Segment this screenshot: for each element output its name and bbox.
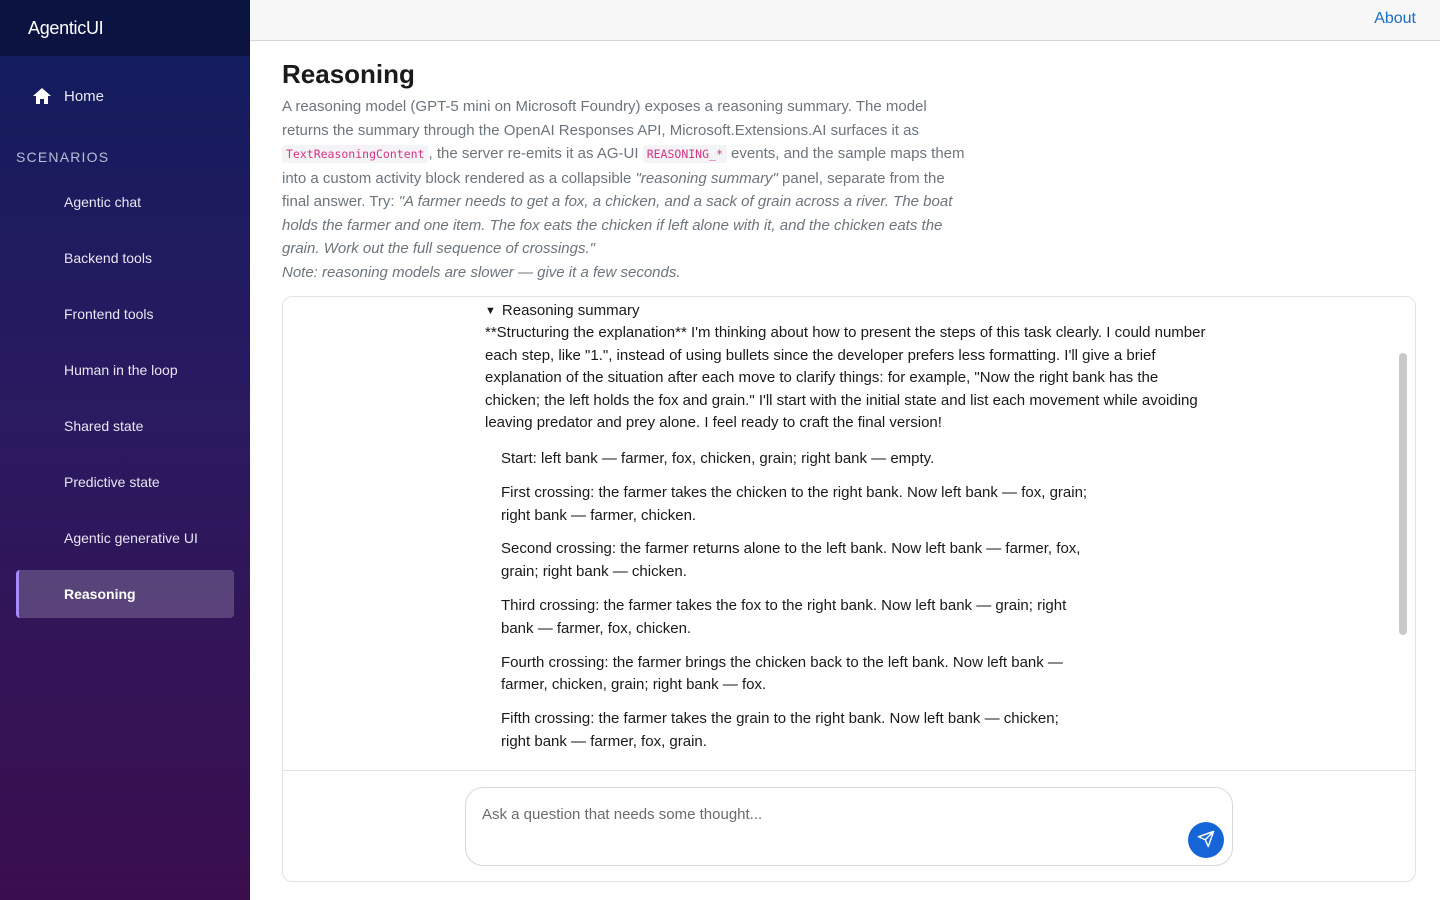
top-bar	[250, 0, 1440, 41]
sidebar-nav-list	[16, 178, 234, 626]
description-text: A reasoning model (GPT-5 mini on Microsoft Foundry) exposes a reasoning summary. The model returns the summary through the OpenAI Responses API, Microsoft.Extensions.AI surfaces it as	[282, 98, 927, 139]
description-text: panel, separate from the final answer. Try:	[282, 169, 945, 210]
sidebar-item-reasoning[interactable]	[16, 570, 234, 618]
assistant-answer	[501, 448, 1091, 765]
sidebar-item-label: Agentic generative UI	[64, 530, 198, 546]
home-icon	[32, 86, 52, 106]
sidebar-item-frontend-tools[interactable]	[16, 290, 234, 338]
answer-step: Third crossing: the farmer takes the fox to the right bank. Now left bank — grain; right bank — farmer, fox, chicken.	[501, 596, 1067, 637]
sidebar-item-label: Agentic chat	[64, 194, 142, 210]
note-text: Note: reasoning models are slower — give it a few seconds.	[282, 263, 681, 281]
sidebar-item-label: Frontend tools	[64, 306, 154, 322]
reasoning-summary-label: Reasoning summary	[501, 302, 640, 319]
section-label: SCENARIOS	[16, 149, 110, 165]
sidebar	[0, 0, 250, 900]
sidebar-item-predictive-state[interactable]	[16, 458, 234, 506]
chat-input-box	[465, 787, 1233, 866]
sidebar-item-human-in-the-loop[interactable]	[16, 346, 234, 394]
triangle-down-icon: ▼	[485, 305, 496, 317]
sidebar-item-label: Backend tools	[64, 250, 152, 266]
page-description	[282, 95, 972, 284]
description-text: events, and the sample maps them into a custom activity block rendered as a collapsible	[282, 145, 965, 187]
sidebar-item-agentic-generative-ui[interactable]	[16, 514, 234, 562]
sidebar-item-shared-state[interactable]	[16, 402, 234, 450]
description-text: , the server re-emits it as AG-UI	[428, 145, 643, 162]
reasoning-summary-toggle[interactable]	[485, 301, 1210, 321]
answer-step: Fifth crossing: the farmer takes the grain to the right bank. Now left bank — chicken; right bank — farmer, fox, grain.	[501, 710, 1059, 750]
sidebar-item-label: Home	[64, 87, 105, 105]
sidebar-item-label: Shared state	[64, 418, 144, 434]
sidebar-item-label: Reasoning	[64, 586, 136, 602]
chat-input[interactable]	[482, 806, 1172, 846]
answer-step: Fourth crossing: the farmer brings the chicken back to the left bank. Now left bank — farmer, chicken, grain; right bank — fox.	[501, 653, 1063, 694]
scrollbar-thumb[interactable]	[1399, 353, 1407, 635]
answer-step: Second crossing: the farmer returns alone to the left bank. Now left bank — farmer, fox, grain; right bank — chicken.	[501, 540, 1081, 581]
sidebar-item-label: Predictive state	[64, 474, 160, 490]
brand-title[interactable]: AgenticUI	[0, 0, 250, 56]
send-button[interactable]	[1188, 822, 1224, 858]
send-icon	[1197, 830, 1215, 851]
code-text-reasoning-content: TextReasoningContent	[282, 145, 428, 163]
example-prompt: "A farmer needs to get a fox, a chicken, and a sack of grain across a river. The boat holds the farmer and one item. The fox eats the chicken if left alone with it, and the chicken eats the grain. Work out the full sequence of crossings."	[282, 193, 953, 257]
answer-step: Start: left bank — farmer, fox, chicken, grain; right bank — empty.	[501, 450, 935, 467]
description-emphasis: "reasoning summary"	[635, 169, 778, 187]
answer-step: First crossing: the farmer takes the chicken to the right bank. Now left bank — fox, grain; right bank — farmer, chicken.	[501, 483, 1088, 524]
chat-input-area	[283, 770, 1415, 882]
sidebar-item-agentic-chat[interactable]	[16, 178, 234, 226]
about-link[interactable]: About	[1374, 10, 1416, 27]
chat-panel	[282, 296, 1416, 882]
sidebar-item-label: Human in the loop	[64, 362, 178, 378]
sidebar-item-backend-tools[interactable]	[16, 234, 234, 282]
message-list	[283, 297, 1415, 770]
page-title: Reasoning	[282, 59, 415, 89]
reasoning-summary-text: **Structuring the explanation** I'm thinking about how to present the steps of this task clearly. I could number each step, like "1.", instead of using bullets since the developer prefers less formatting. I'll give a brief explanation of the situation after each move to clarify things: for example, "Now the right bank has the chicken; the left holds the fox and grain." I'll start with the initial state and list each movement while avoiding leaving predator and prey alone. I feel ready to craft the final version!	[485, 324, 1206, 431]
reasoning-block	[485, 301, 1210, 435]
code-reasoning-events: REASONING_*	[643, 145, 727, 163]
sidebar-item-home[interactable]	[16, 72, 234, 120]
